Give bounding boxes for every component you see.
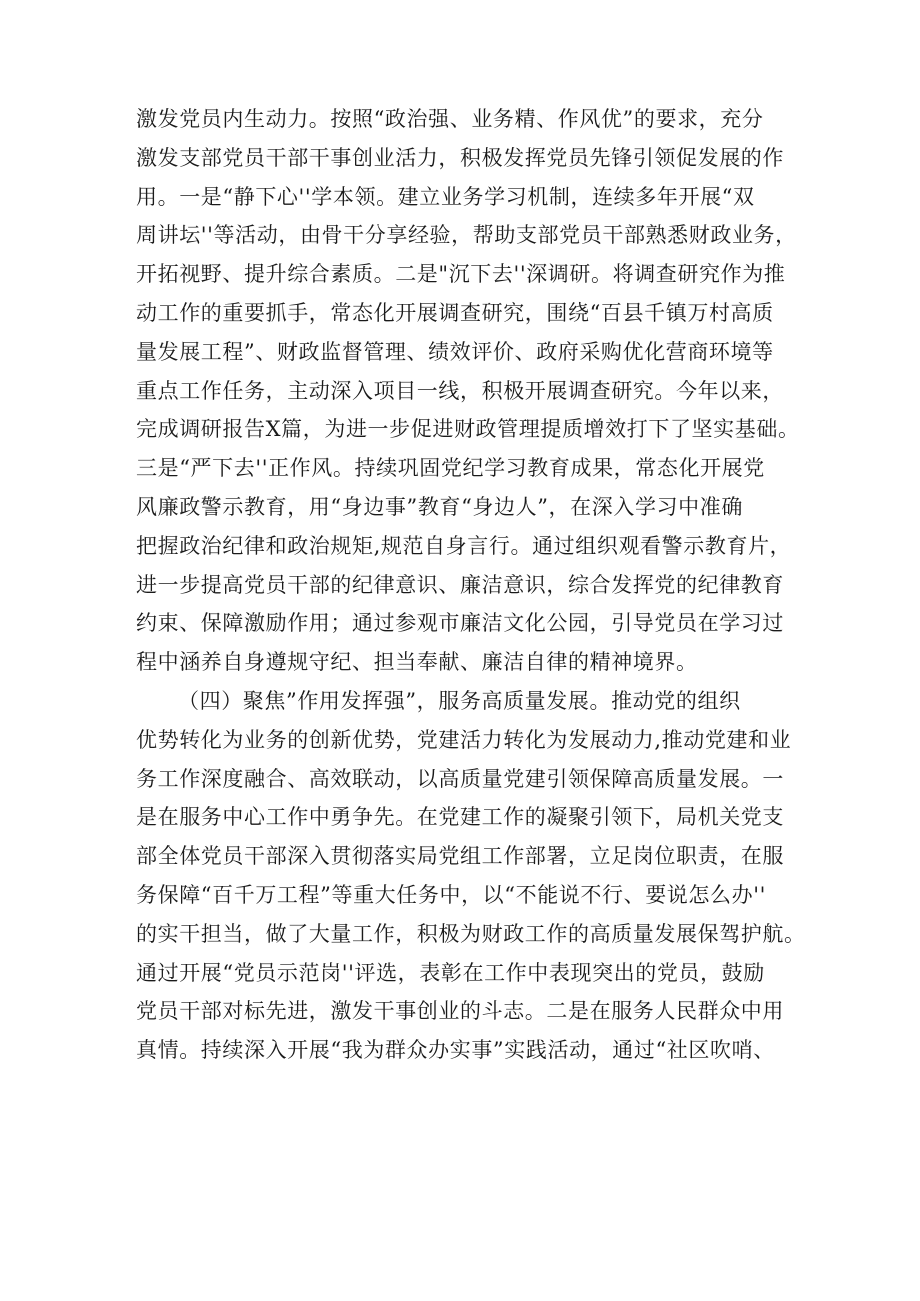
text-line-9: 完成调研报告X篇，为进一步促进财政管理提质增效打下了坚实基础。 xyxy=(136,417,800,442)
text-line-10: 三是“严下去''正作风。持续巩固党纪学习教育成果，常态化开展党 xyxy=(136,456,765,481)
text-line-11: 风廉政警示教育，用“身边事”教育“身边人”，在深入学习中准确 xyxy=(136,494,743,519)
body-text xyxy=(136,100,806,1070)
text-line-1: 激发党员内生动力。按照“政治强、业务精、作风优”的要求，充分 xyxy=(136,107,764,131)
text-line-8: 重点工作任务，主动深入项目一线，积极开展调查研究。今年以来， xyxy=(136,378,784,403)
text-line-23: 通过开展“党员示范岗''评选，表彰在工作中表现突出的党员，鼓励 xyxy=(136,960,765,985)
text-line-7: 量发展工程”、财政监督管理、绩效评价、政府采购优化营商环境等 xyxy=(136,339,774,364)
text-line-25: 真情。持续深入开展“我为群众办实事”实践活动，通过“社区吹哨、 xyxy=(136,1038,775,1063)
text-line-22: 的实干担当，做了大量工作，积极为财政工作的高质量发展保驾护航。 xyxy=(136,921,806,946)
section-heading-line: （四）聚焦”作用发挥强”，服务高质量发展。推动党的组织 xyxy=(178,688,741,713)
text-line-19: 是在服务中心工作中勇争先。在党建工作的凝聚引领下，局机关党支 xyxy=(136,805,784,830)
text-line-20: 部全体党员干部深入贯彻落实局党组工作部署，立足岗位职责，在服 xyxy=(136,844,784,869)
text-line-13: 进一步提高党员干部的纪律意识、廉洁意识，综合发挥党的纪律教育 xyxy=(136,572,784,597)
text-line-6: 动工作的重要抓手，常态化开展调查研究，围绕“百县千镇万村高质 xyxy=(136,300,774,325)
text-line-3: 用。一是“静下心''学本领。建立业务学习机制，连续多年开展“双 xyxy=(136,184,755,209)
text-line-18: 务工作深度融合、高效联动，以高质量党建引领保障高质量发展。一 xyxy=(136,766,784,791)
text-line-14: 约束、保障激励作用；通过参观市廉洁文化公园，引导党员在学习过 xyxy=(136,611,784,636)
text-line-12: 把握政治纪律和政治规矩,规范自身言行。通过组织观看警示教育片， xyxy=(136,533,792,558)
text-line-2: 激发支部党员干部干事创业活力，积极发挥党员先锋引领促发展的作 xyxy=(136,145,784,170)
text-line-24: 党员干部对标先进，激发干事创业的斗志。二是在服务人民群众中用 xyxy=(136,999,784,1024)
text-line-21: 务保障“百千万工程”等重大任务中，以“不能说不行、要说怎么办'' xyxy=(136,882,766,907)
text-line-4: 周讲坛''等活动，由骨干分享经验，帮助支部党员干部熟悉财政业务， xyxy=(136,223,797,248)
text-line-15: 程中涵养自身遵规守纪、担当奉献、廉洁自律的精神境界。 xyxy=(136,650,698,675)
text-line-17: 优势转化为业务的创新优势，党建活力转化为发展动力,推动党建和业 xyxy=(136,727,792,752)
text-line-5: 开拓视野、提升综合素质。二是"沉下去''深调研。将调查研究作为推 xyxy=(136,262,786,287)
